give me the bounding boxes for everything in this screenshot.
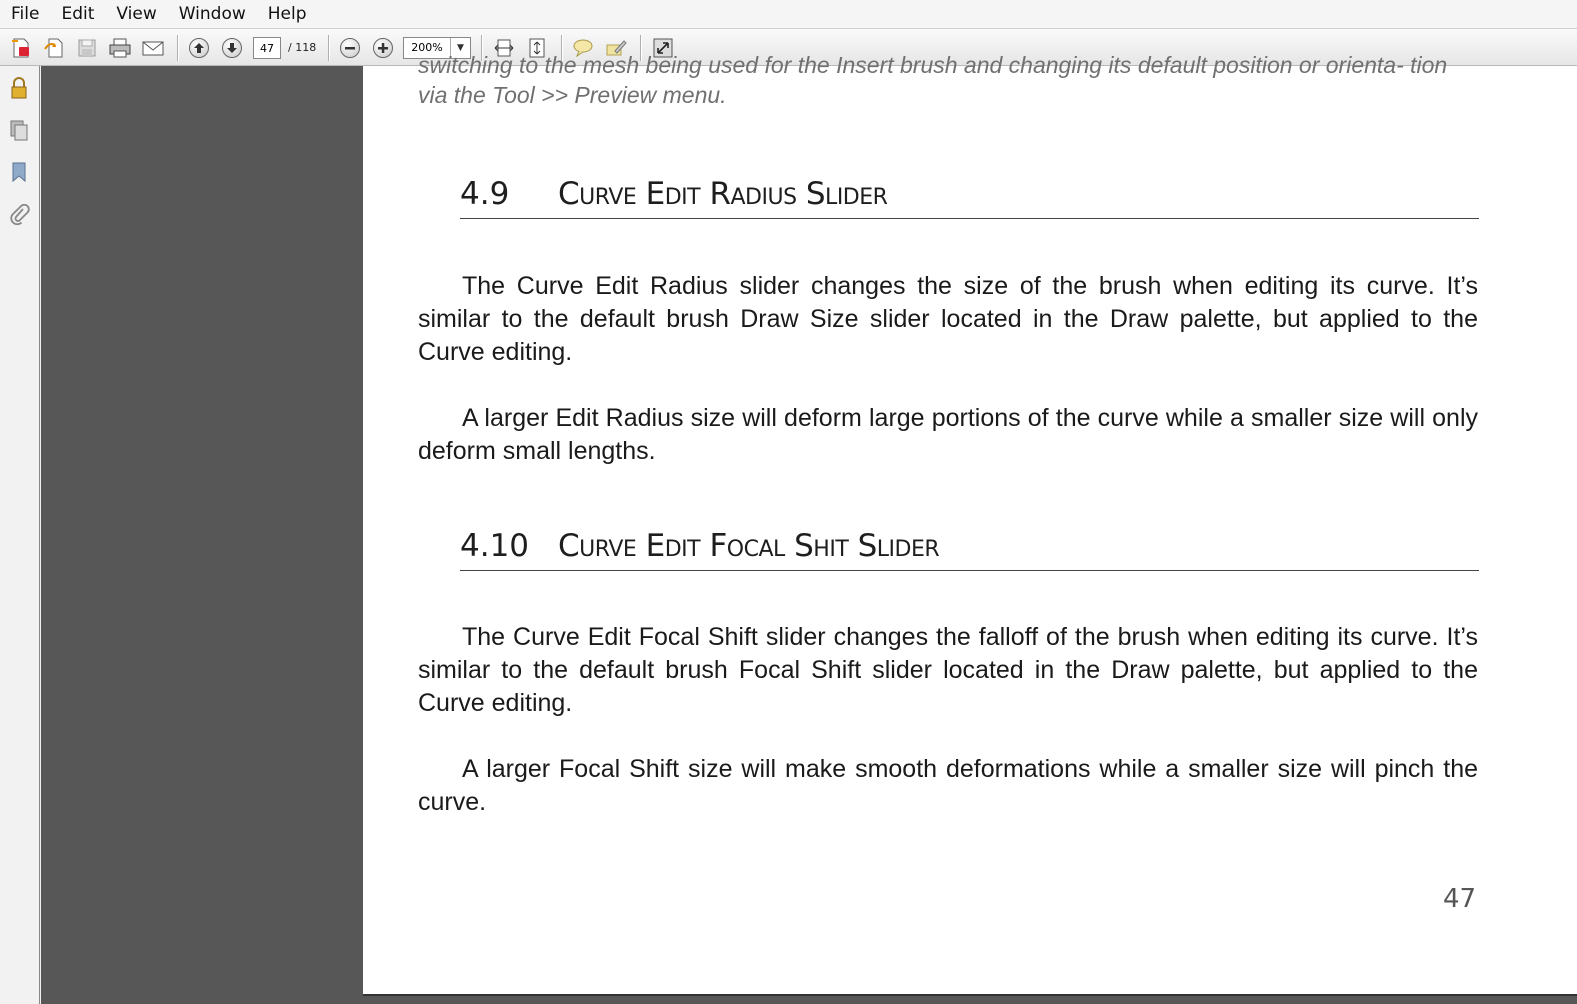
- section-number: 4.9: [460, 176, 510, 212]
- email-icon: [141, 37, 165, 59]
- page-number-input[interactable]: [253, 37, 281, 59]
- document-page: [363, 52, 1577, 996]
- create-pdf-button[interactable]: [8, 35, 34, 61]
- paragraph: A larger Edit Radius size will deform large portions of the curve while a smaller size will only deform small lengths.: [418, 404, 1478, 465]
- arrow-up-icon: [189, 38, 209, 58]
- print-button[interactable]: [107, 35, 133, 61]
- section-number: 4.10: [460, 528, 530, 564]
- plus-icon: [373, 38, 393, 58]
- menu-bar: [0, 0, 1577, 28]
- paragraph: The Curve Edit Radius slider changes the size of the brush when editing its curve. It’s similar to the default brush Draw Size slider located in the Draw palette, but applied to the Curve editing.: [418, 272, 1478, 366]
- bookmark-icon[interactable]: [8, 160, 30, 184]
- page-number: 47: [1443, 884, 1477, 914]
- section-heading: [460, 528, 1479, 571]
- email-button[interactable]: [140, 35, 166, 61]
- attachment-icon[interactable]: [8, 202, 30, 226]
- pages-icon[interactable]: [8, 118, 30, 142]
- print-icon: [108, 37, 132, 59]
- navigation-panel: [0, 66, 40, 1004]
- arrow-down-icon: [222, 38, 242, 58]
- menu-window[interactable]: Window: [178, 4, 246, 24]
- section-title: Curve Edit Focal Shit Slider: [558, 528, 940, 564]
- minus-icon: [340, 38, 360, 58]
- menu-help[interactable]: Help: [267, 4, 307, 24]
- paragraph: A larger Focal Shift size will make smooth deformations while a smaller size will pinch the curve.: [418, 755, 1478, 816]
- previous-paragraph: switching to the mesh being used for the Insert brush and changing its default position or orienta- tion via the Tool >> Preview menu.: [418, 52, 1448, 108]
- menu-file[interactable]: File: [11, 4, 40, 24]
- menu-view[interactable]: View: [116, 4, 157, 24]
- toolbar-separator: [328, 35, 330, 61]
- create-pdf-icon: [10, 37, 32, 59]
- toolbar-separator: [177, 35, 179, 61]
- zoom-in-button[interactable]: [370, 35, 396, 61]
- chevron-down-icon[interactable]: ▼: [457, 43, 464, 53]
- open-file-icon: [43, 37, 65, 59]
- menu-edit[interactable]: Edit: [61, 4, 95, 24]
- section-heading: [460, 176, 1479, 219]
- previous-page-button[interactable]: [186, 35, 212, 61]
- open-button[interactable]: [41, 35, 67, 61]
- save-icon: [76, 37, 98, 59]
- document-viewer[interactable]: [41, 52, 1577, 1004]
- section-title: Curve Edit Radius Slider: [558, 176, 888, 212]
- save-button[interactable]: [74, 35, 100, 61]
- lock-icon[interactable]: [8, 76, 30, 100]
- zoom-value[interactable]: 200%: [404, 38, 451, 58]
- page-total: / 118: [288, 41, 317, 54]
- next-page-button[interactable]: [219, 35, 245, 61]
- paragraph: The Curve Edit Focal Shift slider changes the falloff of the brush when editing its curve. It’s similar to the default brush Focal Shift slider located in the Draw palette, but applied to the Curve editing.: [418, 623, 1478, 717]
- zoom-out-button[interactable]: [337, 35, 363, 61]
